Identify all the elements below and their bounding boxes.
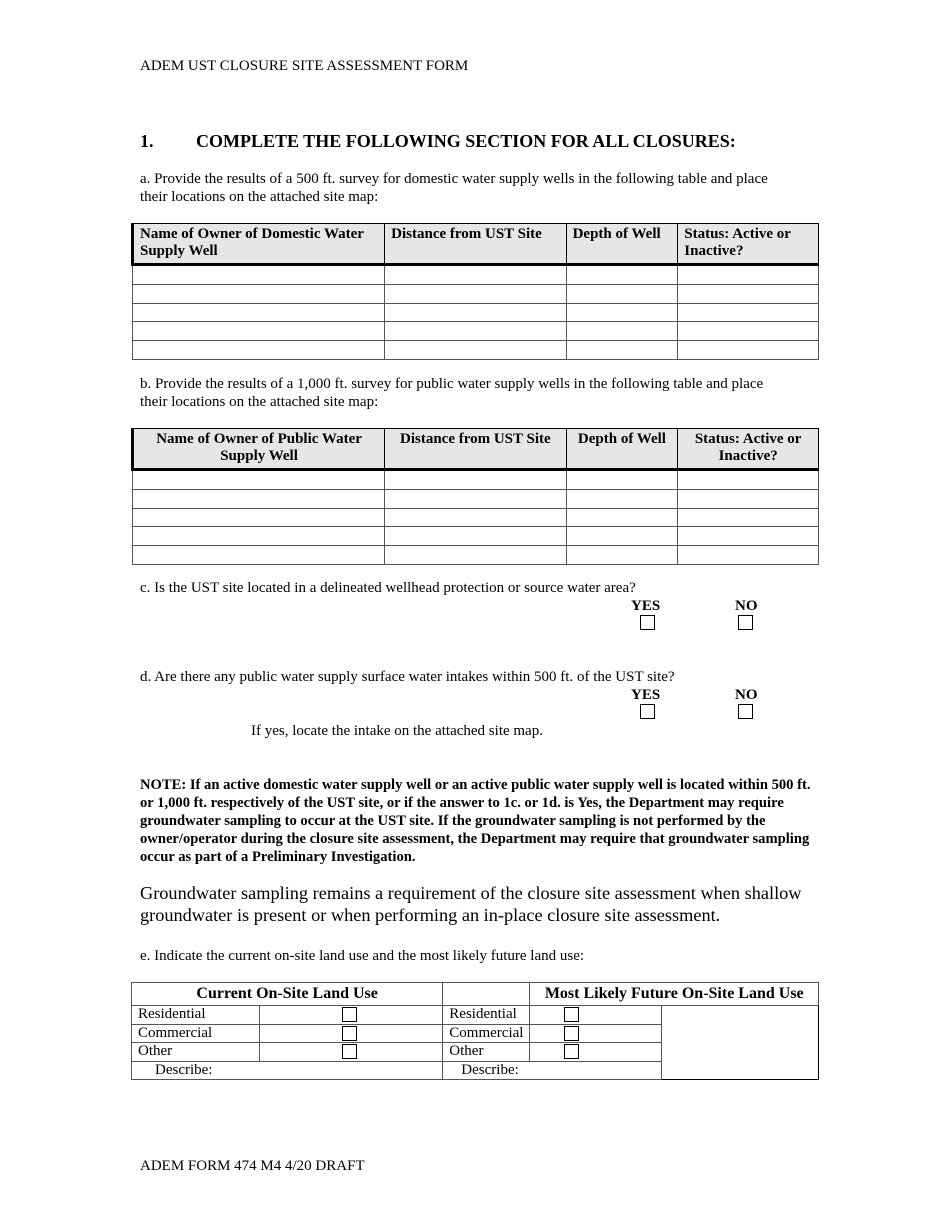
table-row — [133, 527, 819, 546]
table-cell[interactable] — [133, 265, 385, 285]
table-row — [133, 489, 819, 508]
note-paragraph: NOTE: If an active domestic water supply well or an active public water supply well is located within 500 ft. or 1,000 ft. respectively of the UST site, or if the answer to 1c. or 1d. is Yes, the Department may require groundwater sampling to occur at the UST site. If the groundwater sampling is not performed by the owner/operator during the closure site assessment, the Department may require that groundwater sampling occur as part of a Preliminary Investigation. — [140, 777, 811, 865]
col-owner: Name of Owner of Domestic Water Supply Well — [133, 224, 385, 265]
table-cell[interactable] — [566, 341, 678, 360]
domestic-wells-table — [131, 223, 819, 360]
table-cell[interactable] — [678, 265, 819, 285]
table-row — [133, 470, 819, 490]
table-cell[interactable] — [133, 489, 385, 508]
table-row — [133, 546, 819, 565]
table-cell[interactable] — [678, 470, 819, 490]
table-cell[interactable] — [133, 284, 385, 303]
table-cell[interactable] — [678, 546, 819, 565]
public-wells-table — [131, 428, 819, 565]
future-option-label: Commercial — [443, 1024, 530, 1043]
c-yes-label: YES — [631, 598, 661, 614]
table-cell[interactable] — [385, 489, 566, 508]
table-cell[interactable] — [566, 322, 678, 341]
table-cell[interactable] — [385, 322, 566, 341]
table-cell[interactable] — [385, 265, 566, 285]
question-a-line1: a. Provide the results of a 500 ft. survey for domestic water supply wells in the following table and place — [140, 171, 768, 187]
c-no-label: NO — [735, 598, 758, 614]
future-option-checkbox[interactable] — [564, 1007, 579, 1022]
future-option-label: Other — [443, 1043, 530, 1062]
table-cell[interactable] — [566, 470, 678, 490]
table-cell[interactable] — [385, 546, 566, 565]
question-b-line2: their locations on the attached site map: — [140, 394, 379, 410]
d-note: If yes, locate the intake on the attached site map. — [251, 723, 543, 739]
form-header: ADEM UST CLOSURE SITE ASSESSMENT FORM — [140, 58, 469, 74]
table-cell[interactable] — [678, 508, 819, 527]
d-no-label: NO — [735, 687, 758, 703]
question-d: d. Are there any public water supply surface water intakes within 500 ft. of the UST site? — [140, 669, 675, 685]
current-option-checkbox[interactable] — [342, 1026, 357, 1041]
land-use-row — [132, 1043, 819, 1062]
question-b-line1: b. Provide the results of a 1,000 ft. survey for public water supply wells in the following table and place — [140, 376, 764, 392]
form-footer: ADEM FORM 474 M4 4/20 DRAFT — [140, 1158, 365, 1174]
col-distance: Distance from UST Site — [385, 224, 566, 265]
section-title: COMPLETE THE FOLLOWING SECTION FOR ALL CLOSURES: — [196, 131, 736, 151]
col-owner: Name of Owner of Public Water Supply Well — [133, 429, 385, 470]
future-land-use-header: Most Likely Future On-Site Land Use — [530, 983, 819, 1006]
future-option-checkbox[interactable] — [564, 1026, 579, 1041]
groundwater-paragraph: Groundwater sampling remains a requirement of the closure site assessment when shallow groundwater is present or when performing an in-place closure site assessment. — [140, 883, 802, 925]
d-no-checkbox[interactable] — [738, 704, 753, 719]
table-cell[interactable] — [385, 508, 566, 527]
table-cell[interactable] — [385, 284, 566, 303]
table-cell[interactable] — [678, 527, 819, 546]
table-cell[interactable] — [678, 341, 819, 360]
table-cell[interactable] — [566, 489, 678, 508]
table-cell[interactable] — [385, 341, 566, 360]
c-no-checkbox[interactable] — [738, 615, 753, 630]
c-yes-checkbox[interactable] — [640, 615, 655, 630]
table-cell[interactable] — [678, 489, 819, 508]
col-status: Status: Active or Inactive? — [678, 224, 819, 265]
d-yes-checkbox[interactable] — [640, 704, 655, 719]
table-cell[interactable] — [133, 341, 385, 360]
question-e: e. Indicate the current on-site land use and the most likely future land use: — [140, 948, 585, 964]
table-cell[interactable] — [133, 303, 385, 322]
current-option-label: Other — [132, 1043, 260, 1062]
col-status: Status: Active or Inactive? — [678, 429, 819, 470]
col-depth: Depth of Well — [566, 429, 678, 470]
table-row — [133, 303, 819, 322]
section-number: 1. — [140, 131, 154, 151]
current-describe-field[interactable]: Describe: — [132, 1061, 443, 1080]
current-option-checkbox[interactable] — [342, 1044, 357, 1059]
table-cell[interactable] — [385, 527, 566, 546]
table-cell[interactable] — [566, 284, 678, 303]
table-cell[interactable] — [385, 470, 566, 490]
question-a-line2: their locations on the attached site map: — [140, 189, 379, 205]
table-cell[interactable] — [566, 303, 678, 322]
current-land-use-header: Current On-Site Land Use — [132, 983, 443, 1006]
table-cell[interactable] — [566, 546, 678, 565]
col-depth: Depth of Well — [566, 224, 678, 265]
d-yes-label: YES — [631, 687, 661, 703]
table-cell[interactable] — [133, 527, 385, 546]
future-option-label: Residential — [443, 1006, 530, 1025]
table-cell[interactable] — [566, 508, 678, 527]
land-use-row — [132, 1024, 819, 1043]
col-distance: Distance from UST Site — [385, 429, 566, 470]
current-option-label: Residential — [132, 1006, 260, 1025]
current-option-checkbox[interactable] — [342, 1007, 357, 1022]
land-use-row — [132, 1006, 819, 1025]
table-row — [133, 508, 819, 527]
table-cell[interactable] — [678, 322, 819, 341]
table-cell[interactable] — [133, 322, 385, 341]
question-c: c. Is the UST site located in a delineated wellhead protection or source water area? — [140, 580, 636, 596]
land-use-table — [131, 982, 819, 1080]
table-cell[interactable] — [133, 546, 385, 565]
table-cell[interactable] — [566, 265, 678, 285]
future-option-checkbox[interactable] — [564, 1044, 579, 1059]
table-cell[interactable] — [133, 508, 385, 527]
table-cell[interactable] — [678, 303, 819, 322]
table-row — [133, 265, 819, 285]
current-option-label: Commercial — [132, 1024, 260, 1043]
table-cell[interactable] — [566, 527, 678, 546]
table-cell[interactable] — [678, 284, 819, 303]
describe-row — [132, 1061, 819, 1080]
table-cell[interactable] — [385, 303, 566, 322]
table-cell[interactable] — [133, 470, 385, 490]
table-row — [133, 284, 819, 303]
table-row — [133, 341, 819, 360]
future-describe-field[interactable]: Describe: — [443, 1061, 662, 1080]
table-row — [133, 322, 819, 341]
